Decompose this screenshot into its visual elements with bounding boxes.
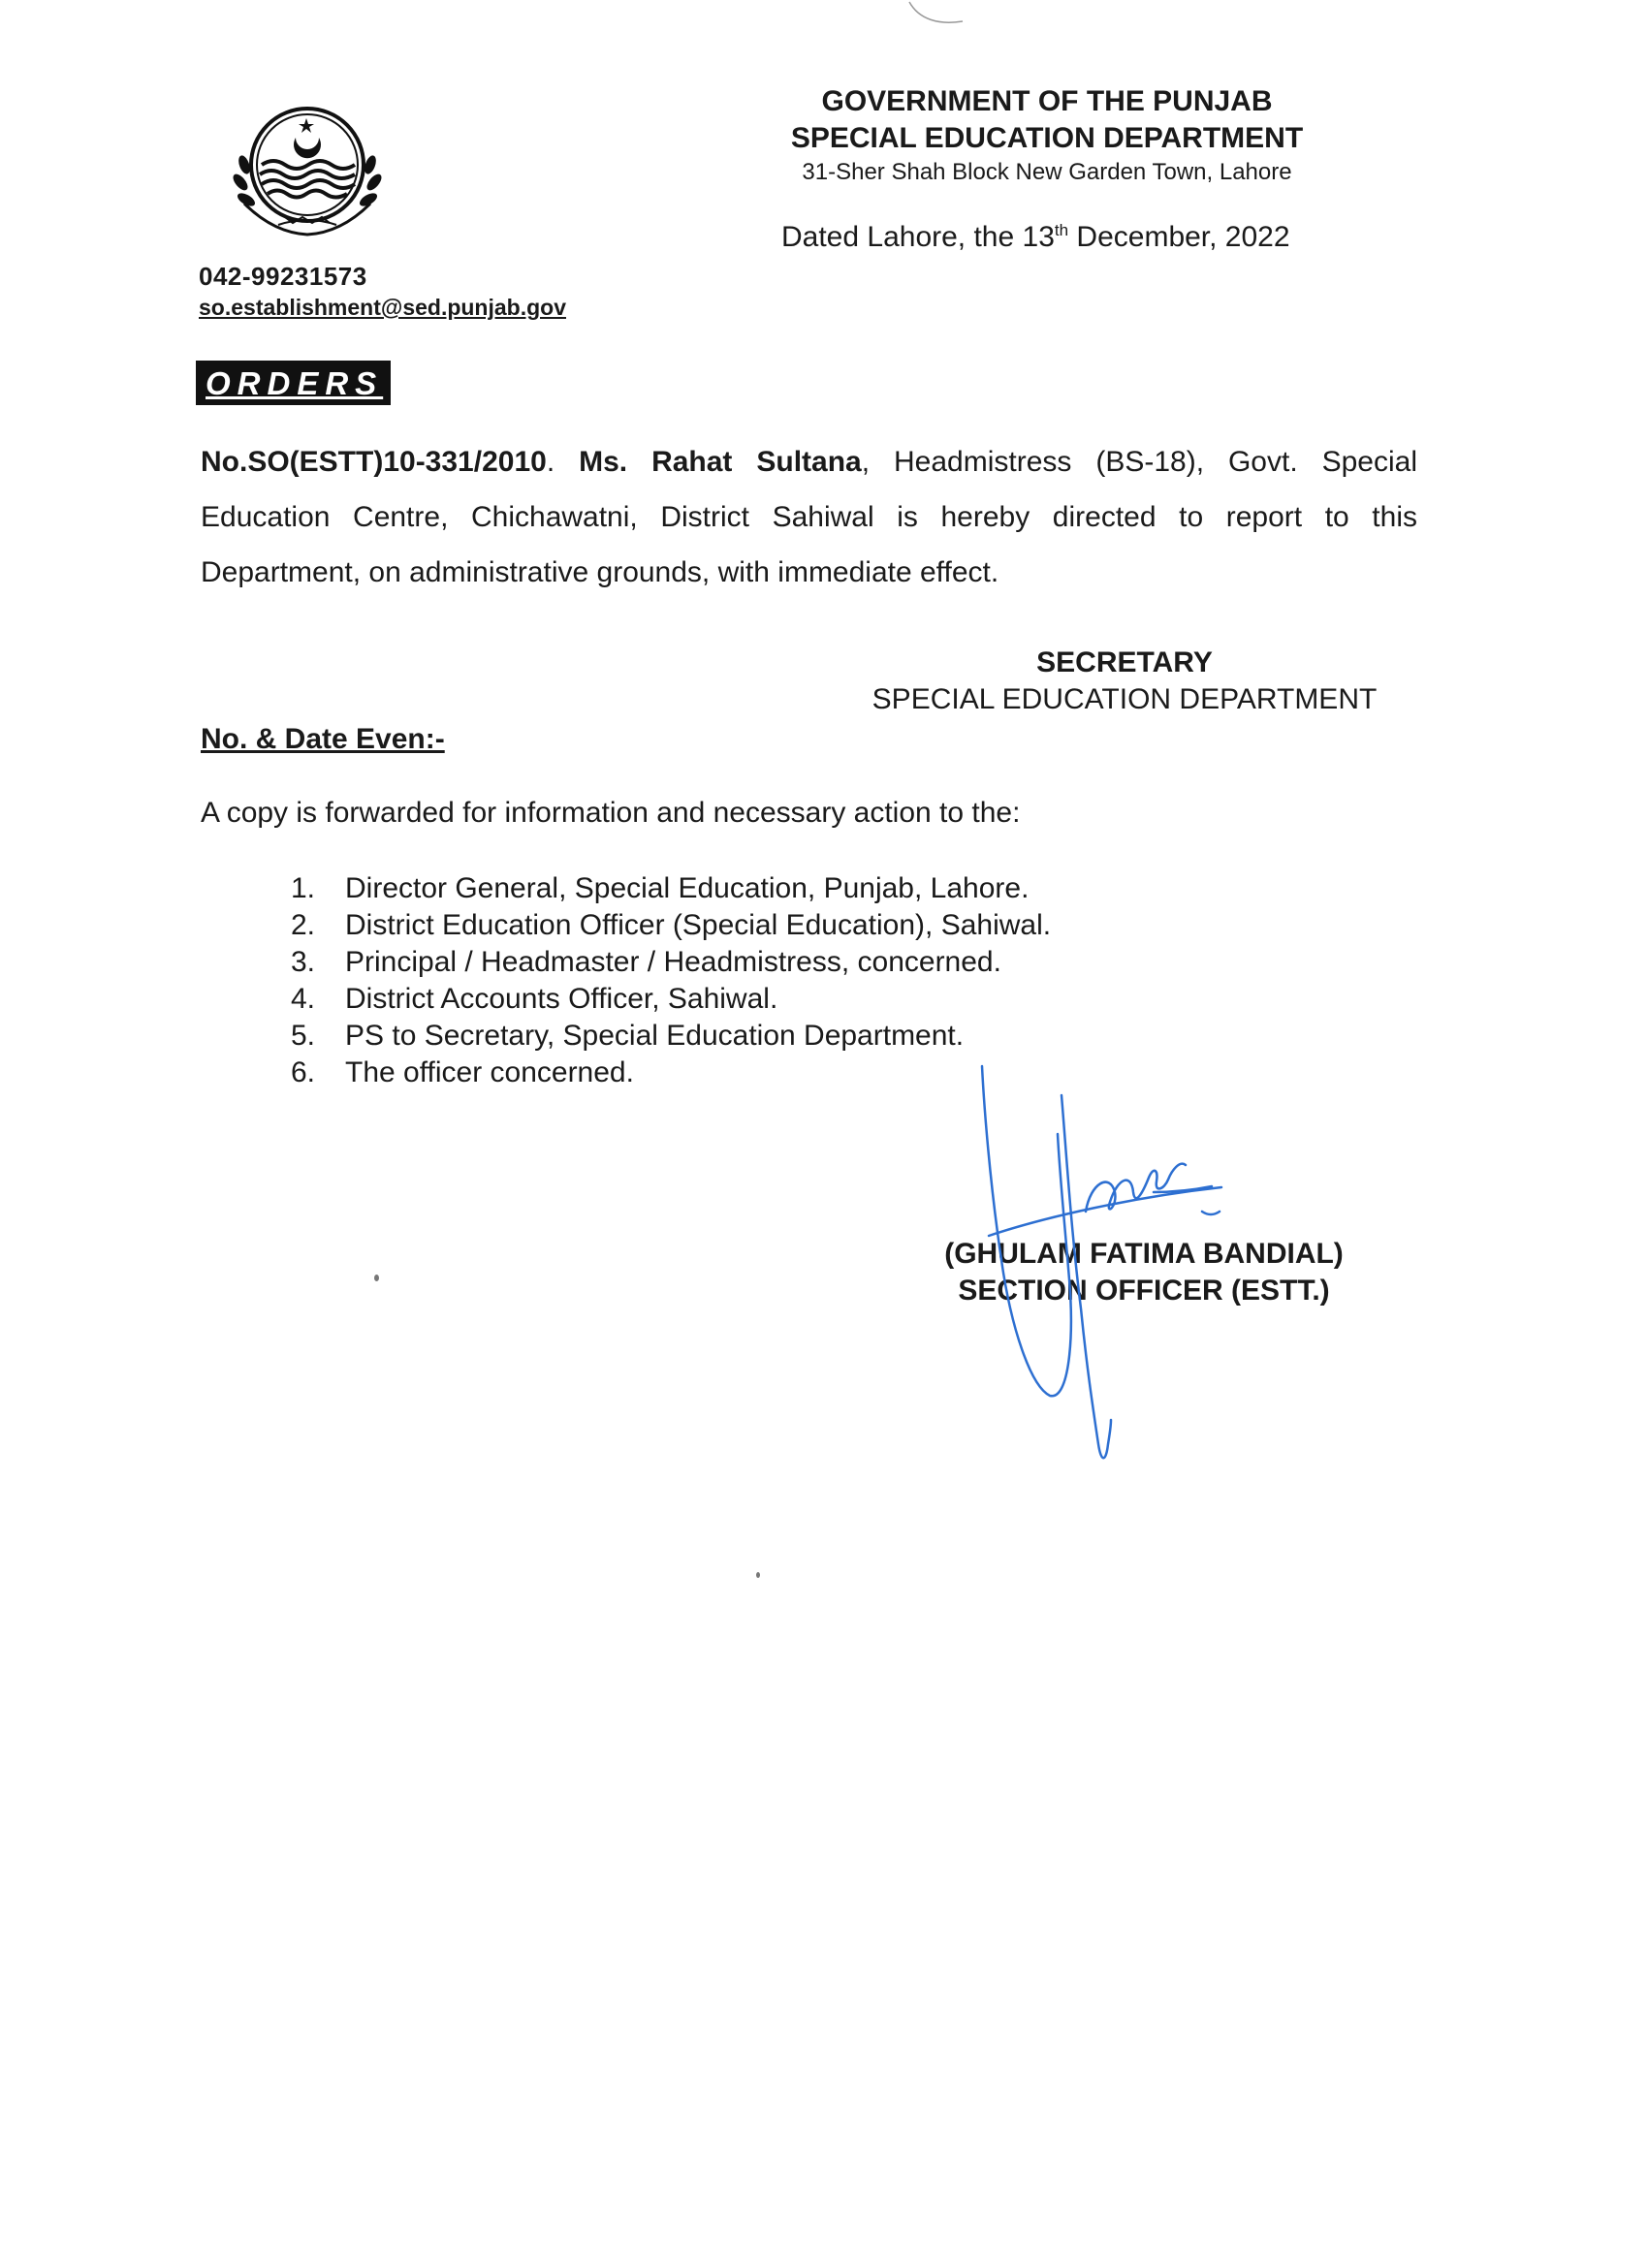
list-item-number: 1. — [291, 872, 316, 904]
letterhead — [708, 83, 1386, 188]
scan-edge-mark — [902, 0, 969, 29]
scan-speck — [374, 1275, 379, 1281]
list-item-text: Director General, Special Education, Punjab, Lahore. — [345, 872, 1030, 904]
no-date-even-heading: No. & Date Even:- — [201, 723, 445, 755]
list-item-number: 6. — [291, 1056, 316, 1088]
list-item-text: Principal / Headmaster / Headmistress, concerned. — [345, 946, 1001, 978]
list-item — [291, 1018, 1051, 1055]
contact-phone: 042-99231573 — [199, 262, 367, 291]
copy-forwarded-intro: A copy is forwarded for information and necessary action to the: — [201, 797, 1021, 829]
orders-heading-text: ORDERS — [206, 365, 384, 401]
scan-speck — [756, 1572, 760, 1578]
signatory-title: SECTION OFFICER (ESTT.) — [958, 1275, 1330, 1307]
list-item — [291, 1055, 1051, 1091]
distribution-list — [291, 870, 1051, 1091]
order-number: No.SO(ESTT)10-331/2010 — [201, 446, 547, 478]
order-body: , Headmistress (BS-18), Govt. Special Education Centre, Chichawatni, District Sahiwal is hereby directed to report to this Department, on administrative grounds, with immediate effect. — [201, 446, 1418, 588]
list-item-number: 3. — [291, 946, 316, 978]
date-prefix: Dated Lahore, the 13 — [781, 221, 1055, 253]
list-item — [291, 981, 1051, 1018]
list-item — [291, 944, 1051, 981]
letterhead-government: GOVERNMENT OF THE PUNJAB — [821, 85, 1273, 117]
list-item-text: PS to Secretary, Special Education Department. — [345, 1020, 965, 1052]
list-item-number: 5. — [291, 1020, 316, 1052]
list-item — [291, 870, 1051, 907]
list-item — [291, 907, 1051, 944]
list-item-text: The officer concerned. — [345, 1056, 634, 1088]
secretary-block — [834, 645, 1415, 718]
contact-email[interactable]: so.establishment@sed.punjab.gov — [199, 295, 566, 320]
list-item-number: 4. — [291, 983, 316, 1015]
punjab-government-seal-logo — [206, 97, 409, 257]
date-line — [781, 221, 1290, 254]
secretary-department: SPECIAL EDUCATION DEPARTMENT — [872, 683, 1378, 715]
list-item-text: District Education Officer (Special Education), Sahiwal. — [345, 909, 1052, 941]
date-ordinal-suffix: th — [1054, 221, 1069, 239]
handwritten-signature — [960, 1056, 1280, 1464]
signatory-name: (GHULAM FATIMA BANDIAL) — [944, 1238, 1344, 1270]
letterhead-department: SPECIAL EDUCATION DEPARTMENT — [790, 122, 1304, 154]
order-officer-name: Ms. Rahat Sultana — [579, 446, 862, 478]
date-rest: December, 2022 — [1068, 221, 1290, 253]
letterhead-address: 31-Sher Shah Block New Garden Town, Lahore — [802, 159, 1292, 185]
orders-heading — [196, 361, 391, 405]
order-number-separator: . — [546, 446, 580, 478]
secretary-title: SECRETARY — [1036, 646, 1213, 678]
order-paragraph — [201, 434, 1417, 600]
list-item-number: 2. — [291, 909, 316, 941]
list-item-text: District Accounts Officer, Sahiwal. — [345, 983, 778, 1015]
